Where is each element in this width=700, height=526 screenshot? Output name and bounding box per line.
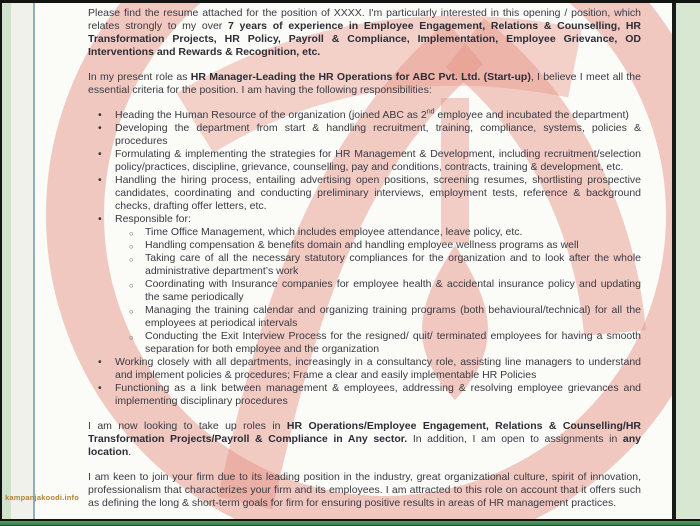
scan-frame-bottom-bar (0, 521, 700, 526)
bullet-item-heading-hr: • Heading the Human Resource of the organization (joined ABC as 2nd employee and incubated the department) (88, 109, 641, 122)
responsibilities-list (88, 109, 641, 408)
present-role-run-1: In my present role as (88, 71, 191, 83)
career-goal-run-5: . (128, 446, 132, 458)
ordinal-superscript: nd (426, 108, 435, 116)
bullet-item-responsible-for: • Responsible for: (88, 213, 641, 226)
letter-page (35, 3, 672, 519)
present-role-run-2-bold: HR Manager-Leading the HR Operations for ABC Pvt. Ltd. (Start-up) (190, 71, 531, 83)
bullet-item-hiring-process: • Handling the hiring process, entailing advertising open positions, screening resumes, shortlisting prospective candidates, coordinating and conducting preliminary interviews, employment tests, reference & background checks, drafting offer letters, etc. (88, 174, 641, 213)
bullet-item-functioning-link: • Functioning as a link between management & employees, addressing & resolving employee grievances and implementing disciplinary procedures (88, 382, 641, 408)
intro-paragraph (88, 7, 641, 59)
sub-bullet-time-office: ○ Time Office Management, which includes employee attendance, leave policy, etc. (88, 226, 641, 239)
scan-frame-right-strip (676, 3, 700, 519)
career-goal-run-2-bold: HR Operations/Employee Engagement, Relations & Counselling/HR Transformation Projects/Payroll & Compliance in Any sector. (88, 420, 642, 445)
career-goal-run-3: In addition, I am open to assignments in (407, 433, 623, 445)
sub-bullet-training-calendar: ○ Managing the training calendar and organizing training programs (both behavioural/technical) for all the employees at periodical intervals (88, 304, 641, 330)
career-goal-run-1: I am now looking to take up roles in (88, 420, 287, 432)
page-left-margin (11, 3, 34, 519)
letter-body (88, 7, 641, 519)
intro-run-1: Please find the resume attached for the position of XXXX. I'm particularly interested in this opening / position, which relates strongly to my over (88, 7, 641, 32)
sub-bullet-exit-interview: ○ Conducting the Exit Interview Process for the resigned/ quit/ terminated employees for having a smooth separation for both employee and the organization (88, 330, 641, 356)
scan-frame-left-strip (2, 3, 11, 519)
career-goal-paragraph (88, 420, 641, 459)
sub-bullet-compensation-benefits: ○ Handling compensation & benefits domain and handling employee wellness programs as well (88, 239, 641, 252)
present-role-run-3: , I believe I meet all the essential criteria for the position. I am having the following responsibilities: (88, 71, 641, 96)
bullet-item-developing-department: • Developing the department from start & handling recruitment, training, compliance, systems, policies & procedures (88, 122, 641, 148)
closing-paragraph: I am keen to join your firm due to its leading position in the industry, great organizational culture, spirit of innovation, professionalism that characterizes your firm and its employees. I am attracted to this role on account that it offers such as defining the long & short-term goals for firm for ensuring positive results in areas of HR management practices. (88, 471, 641, 509)
intro-run-2-bold: 7 years of experience in Employee Engagement, Relations & Counselling, HR Transformation Projects, HR Policy, Payroll & Compliance, Implementation, Employee Grievance, OD Interventions and Rewards & Recognition, etc. (88, 20, 642, 58)
present-role-paragraph (88, 71, 641, 97)
career-goal-run-4-bold: any location (88, 433, 641, 458)
sub-bullet-insurance: ○ Coordinating with Insurance companies for employee health & accidental insurance policy and updating the same periodically (88, 278, 641, 304)
sub-bullet-statutory-compliances: ○ Taking care of all the necessary statutory compliances for the organization and to look after the whole administrative department’s work (88, 252, 641, 278)
bullet-item-working-closely: • Working closely with all departments, increasingly in a consultancy role, assisting line managers to understand and implement policies & procedures; Frame a clear and easily implementable HR Policies (88, 356, 641, 382)
bullet-item-formulating-strategies: • Formulating & implementing the strategies for HR Management & Development, including recruitment/selection policy/practices, discipline, grievance, counselling, pay and conditions, contracts, training & development, etc. (88, 148, 641, 174)
watermark-site-credit: kampanjakoodi.info (5, 493, 80, 502)
